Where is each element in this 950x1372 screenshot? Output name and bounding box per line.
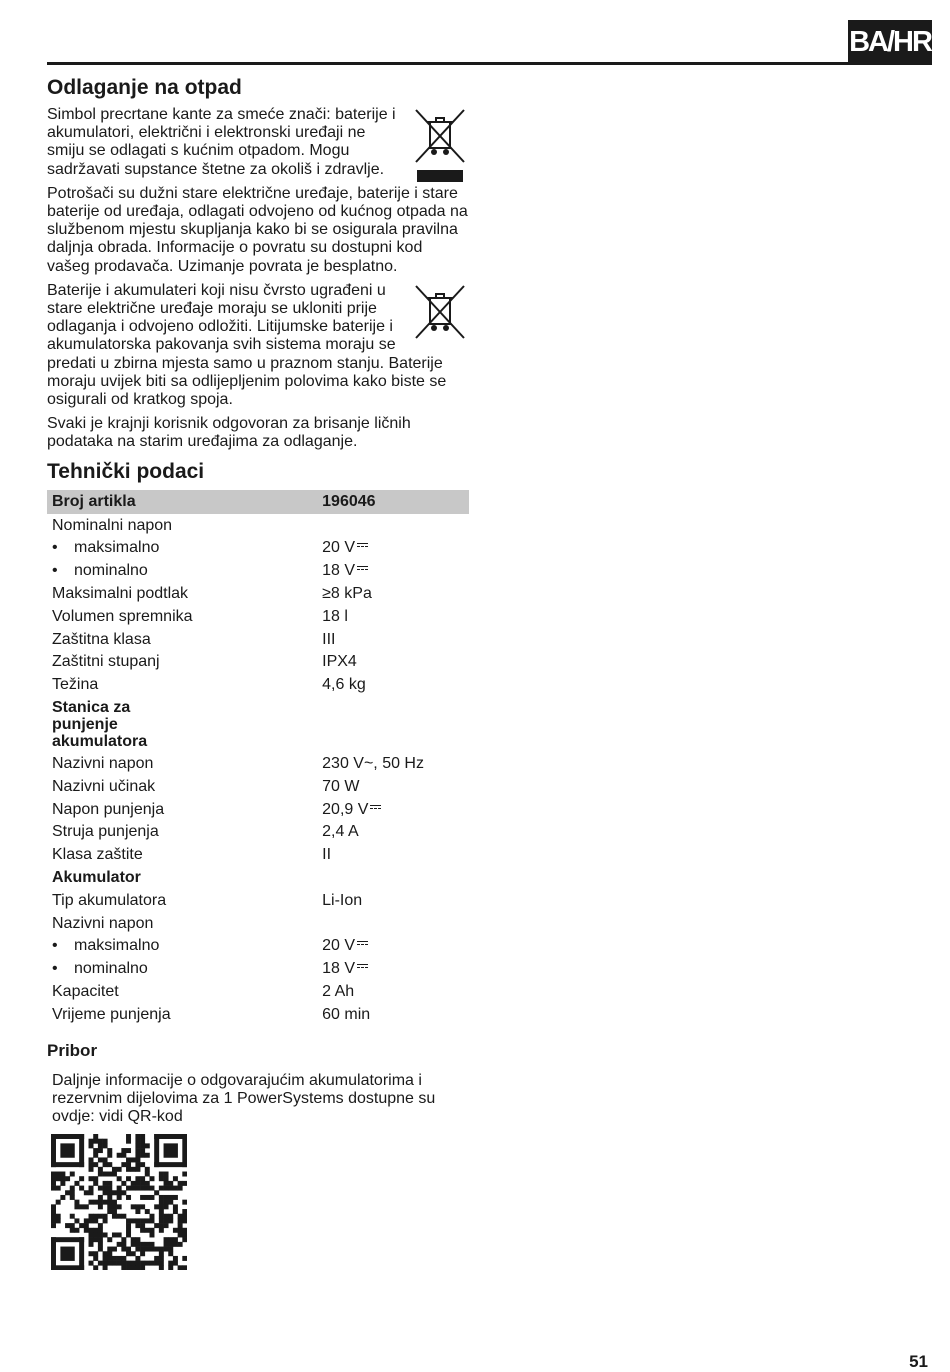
spec-value: 70 W [322, 777, 360, 795]
spec-label: • maksimalno [47, 934, 317, 957]
table-row [47, 514, 469, 537]
table-row [47, 820, 469, 843]
spec-value [317, 912, 469, 935]
dc-symbol-icon [357, 543, 368, 551]
table-row [47, 980, 469, 1003]
spec-label: Vrijeme punjenja [52, 1005, 171, 1023]
disposal-block-1 [47, 106, 469, 185]
spec-value [317, 866, 469, 889]
dc-symbol-icon [370, 805, 381, 813]
spec-value: 20,9 V [317, 798, 469, 821]
table-row [47, 957, 469, 980]
crossed-bin-icon [414, 108, 466, 164]
spec-label: • nominalno [47, 957, 317, 980]
spec-label: Maksimalni podtlak [52, 584, 189, 602]
spec-label: Struja punjenja [52, 823, 159, 841]
spec-value: 2,4 A [322, 823, 359, 841]
table-row [47, 775, 469, 798]
tech-title: Tehnički podaci [47, 459, 205, 483]
table-section-row [47, 866, 469, 889]
table-row [47, 752, 469, 775]
spec-value [317, 696, 469, 752]
accessories-title: Pribor [47, 1040, 98, 1060]
table-row [47, 912, 469, 935]
spec-header-row [47, 490, 469, 514]
spec-value: 18 V [317, 559, 469, 582]
header-rule [47, 62, 932, 65]
disposal-paragraph-2: Potrošači su dužni stare električne uređaje, baterije i stare baterije od uređaja, odlagati odvojeno od kućnog otpada na službenom mjestu skupljanja kako bi se osigurala pravilna daljnja obrada. Informacije o povratu su dostupni kod vašeg prodavača. Uzimanje povrata je besplatno. [47, 184, 468, 275]
table-row [47, 889, 469, 912]
qr-code-icon [51, 1134, 187, 1270]
table-row [47, 628, 469, 651]
table-row [47, 673, 469, 696]
disposal-paragraph-1: Simbol precrtane kante za smeće znači: baterije i akumulatori, električni i elektronski uređaji ne smiju se odlagati s kućnim otpadom. Mogu sadržavati supstance štetne za okoliš i zdravlje. [47, 106, 396, 178]
weee-symbol [411, 108, 469, 182]
table-section-row [47, 696, 469, 752]
spec-table [47, 490, 469, 1026]
spec-value: ≥8 kPa [322, 584, 372, 602]
language-tab: BA/HR [848, 20, 932, 65]
spec-value: 60 min [322, 1005, 371, 1023]
accessories-text: Daljnje informacije o odgovarajućim akumulatorima i rezervnim dijelovima za 1 PowerSystems dostupne su ovdje: vidi QR-kod [52, 1071, 436, 1125]
spec-label: Nazivni napon [52, 914, 154, 932]
page-number: 51 [909, 1352, 928, 1371]
spec-value [317, 514, 469, 537]
spec-value: III [322, 630, 336, 648]
spec-label: Napon punjenja [52, 800, 165, 818]
spec-section-label: Stanica za punjenje akumulatora [52, 699, 148, 751]
table-row [47, 582, 469, 605]
dc-symbol-icon [357, 941, 368, 949]
spec-header-value: 196046 [317, 490, 469, 514]
table-row [47, 650, 469, 673]
spec-label: Nazivni napon [52, 754, 154, 772]
spec-value: 20 V [317, 934, 469, 957]
spec-label: Klasa zaštite [52, 846, 143, 864]
table-row [47, 559, 469, 582]
table-row [47, 934, 469, 957]
spec-value: 4,6 kg [322, 676, 366, 694]
battery-weee-symbol [411, 284, 469, 340]
spec-section-label: Akumulator [52, 868, 141, 886]
spec-label: Nazivni učinak [52, 777, 156, 795]
page-content [47, 74, 469, 1270]
disposal-block-3 [47, 282, 469, 409]
table-row [47, 1003, 469, 1026]
table-row [47, 843, 469, 866]
spec-label: Zaštitna klasa [52, 630, 151, 648]
spec-label: Tip akumulatora [52, 891, 167, 909]
spec-label: Zaštitni stupanj [52, 653, 160, 671]
spec-label: Volumen spremnika [52, 607, 193, 625]
table-row [47, 605, 469, 628]
dc-symbol-icon [357, 566, 368, 574]
spec-label: Kapacitet [52, 982, 119, 1000]
dc-symbol-icon [357, 964, 368, 972]
spec-value: IPX4 [322, 653, 357, 671]
spec-value: 18 l [322, 607, 348, 625]
spec-header-label: Broj artikla [47, 490, 317, 514]
disposal-paragraph-3: Baterije i akumulateri koji nisu čvrsto ugrađeni u stare električne uređaje moraju se ukloniti prije odlaganja i odvojeno odložiti. Litijumske baterije i akumulatorska pakovanja svih sistema moraju se predati u zbirna mjesta samo u praznom stanju. Baterije moraju uvijek biti sa odlijepljenim polovima kako biste se osigurali od kratkog spoja. [47, 281, 447, 409]
crossed-bin-icon [414, 284, 466, 340]
spec-value: 230 V~, 50 Hz [322, 754, 424, 772]
disposal-title: Odlaganje na otpad [47, 76, 242, 99]
spec-label: • nominalno [47, 559, 317, 582]
spec-value: Li-Ion [322, 891, 363, 909]
spec-label: Težina [52, 676, 99, 694]
underline-bar [417, 170, 463, 182]
spec-value: 18 V [317, 957, 469, 980]
spec-label: • maksimalno [47, 536, 317, 559]
table-row [47, 536, 469, 559]
disposal-paragraph-4: Svaki je krajnji korisnik odgovoran za brisanje ličnih podataka na starim uređajima za odlaganje. [47, 415, 411, 451]
spec-label: Nominalni napon [52, 516, 173, 534]
spec-value: 20 V [317, 536, 469, 559]
spec-value: 2 Ah [322, 982, 355, 1000]
spec-value: II [322, 846, 332, 864]
table-row [47, 798, 469, 821]
